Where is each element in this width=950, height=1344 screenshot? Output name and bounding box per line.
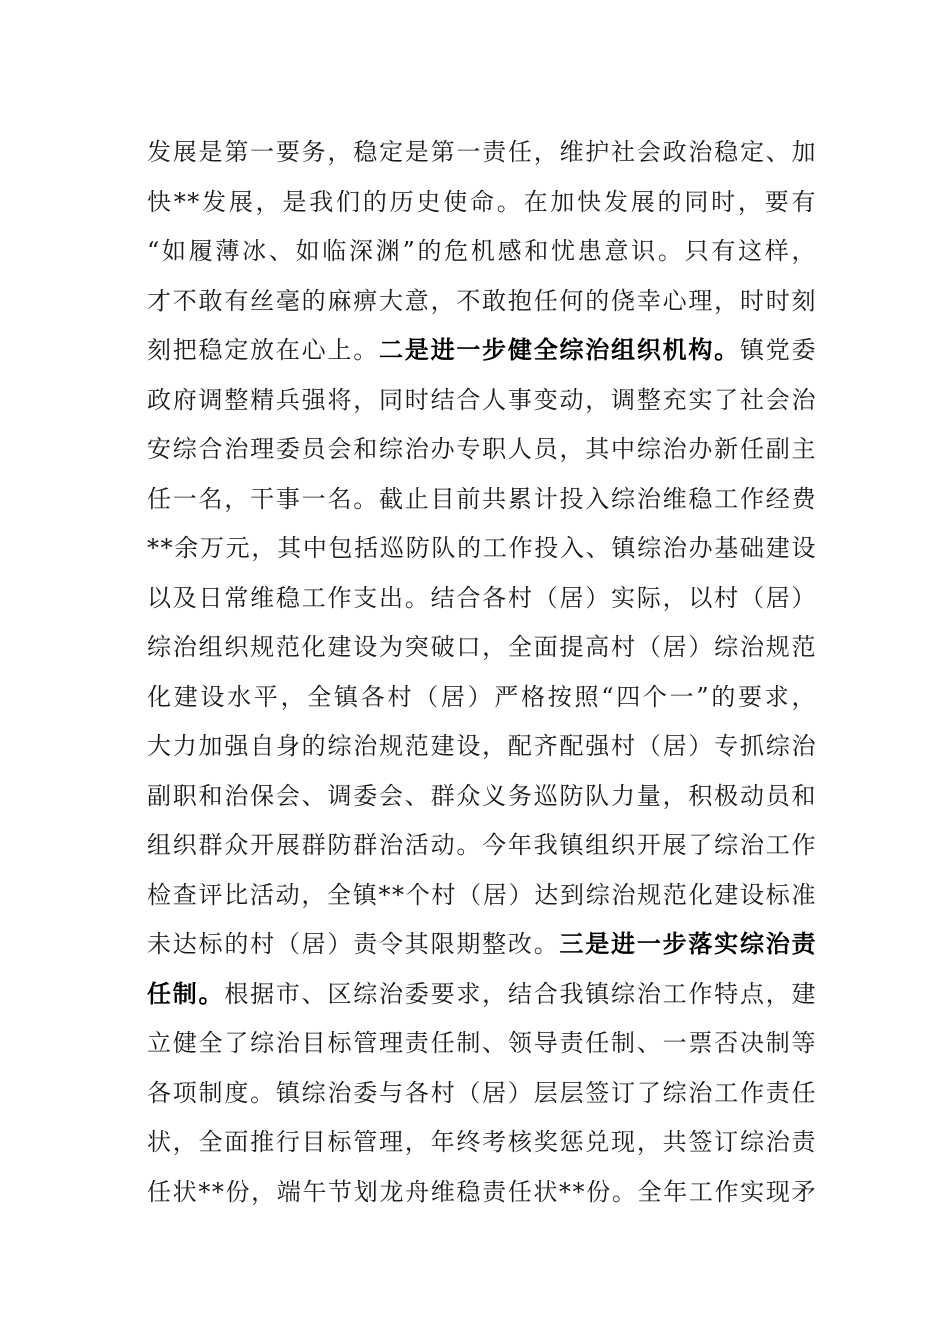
text-run: 组织群众开展群防群治活动。今年我镇组织开展了综治工作 [147, 831, 817, 859]
text-line [147, 524, 817, 574]
text-line [147, 1019, 817, 1069]
text-line [147, 178, 817, 228]
text-run: 状，全面推行目标管理，年终考核奖惩兑现，共签订综治责 [147, 1128, 817, 1156]
text-run: 各项制度。镇综治委与各村（居）层层签订了综治工作责任 [147, 1078, 817, 1107]
text-run: 刻把稳定放在心上。 [147, 336, 380, 364]
text-run: 政府调整精兵强将，同时结合人事变动，调整充实了社会治 [147, 385, 817, 414]
text-line [147, 1118, 817, 1168]
text-line [147, 821, 817, 871]
text-line [147, 425, 817, 475]
text-line [147, 722, 817, 772]
text-line [147, 871, 817, 921]
bold-heading-run: 三是进一步落实综治责 [559, 930, 818, 958]
text-line [147, 376, 817, 426]
text-line [147, 623, 817, 673]
text-line [147, 970, 817, 1020]
text-run: 以及日常维稳工作支出。结合各村（居）实际，以村（居） [147, 583, 817, 612]
text-run: **余万元，其中包括巡防队的工作投入、镇综治办基础建设 [147, 534, 817, 562]
bold-heading-run: 二是进一步健全综治组织机构。 [379, 336, 740, 364]
text-run: 安综合治理委员会和综治办专职人员，其中综治办新任副主 [147, 435, 817, 463]
body-text [147, 128, 817, 1217]
text-line [147, 673, 817, 723]
text-line [147, 227, 817, 277]
text-run: “如履薄冰、如临深渊”的危机感和忧患意识。只有这样， [147, 237, 817, 265]
text-run: 未达标的村（居）责令其限期整改。 [147, 930, 560, 958]
text-run: 检查评比活动，全镇**个村（居）达到综治规范化建设标准 [147, 880, 817, 909]
text-line [147, 1168, 817, 1218]
text-line [147, 475, 817, 525]
text-run: 才不敢有丝毫的麻痹大意，不敢抱任何的侥幸心理，时时刻 [147, 286, 817, 315]
text-run: 综治组织规范化建设为突破口，全面提高村（居）综治规范 [147, 633, 817, 661]
text-run: 大力加强自身的综治规范建设，配齐配强村（居）专抓综治 [147, 732, 817, 760]
text-run: 副职和治保会、调委会、群众义务巡防队力量，积极动员和 [147, 781, 817, 810]
bold-heading-run: 任制。 [147, 979, 225, 1008]
text-line [147, 326, 817, 376]
text-run: 根据市、区综治委要求，结合我镇综治工作特点，建 [224, 979, 818, 1008]
text-run: 任状**份，端午节划龙舟维稳责任状**份。全年工作实现矛 [147, 1177, 817, 1206]
text-line [147, 574, 817, 624]
text-line [147, 772, 817, 822]
text-line [147, 920, 817, 970]
text-run: 镇党委 [739, 336, 818, 364]
text-run: 快**发展，是我们的历史使命。在加快发展的同时，要有 [147, 187, 817, 216]
text-line [147, 1069, 817, 1119]
text-run: 立健全了综治目标管理责任制、领导责任制、一票否决制等 [147, 1029, 817, 1057]
text-run: 发展是第一要务，稳定是第一责任，维护社会政治稳定、加 [147, 138, 817, 166]
text-run: 化建设水平，全镇各村（居）严格按照“四个一”的要求， [147, 682, 817, 711]
text-line [147, 128, 817, 178]
text-line [147, 277, 817, 327]
text-run: 任一名，干事一名。截止目前共累计投入综治维稳工作经费 [147, 484, 817, 513]
